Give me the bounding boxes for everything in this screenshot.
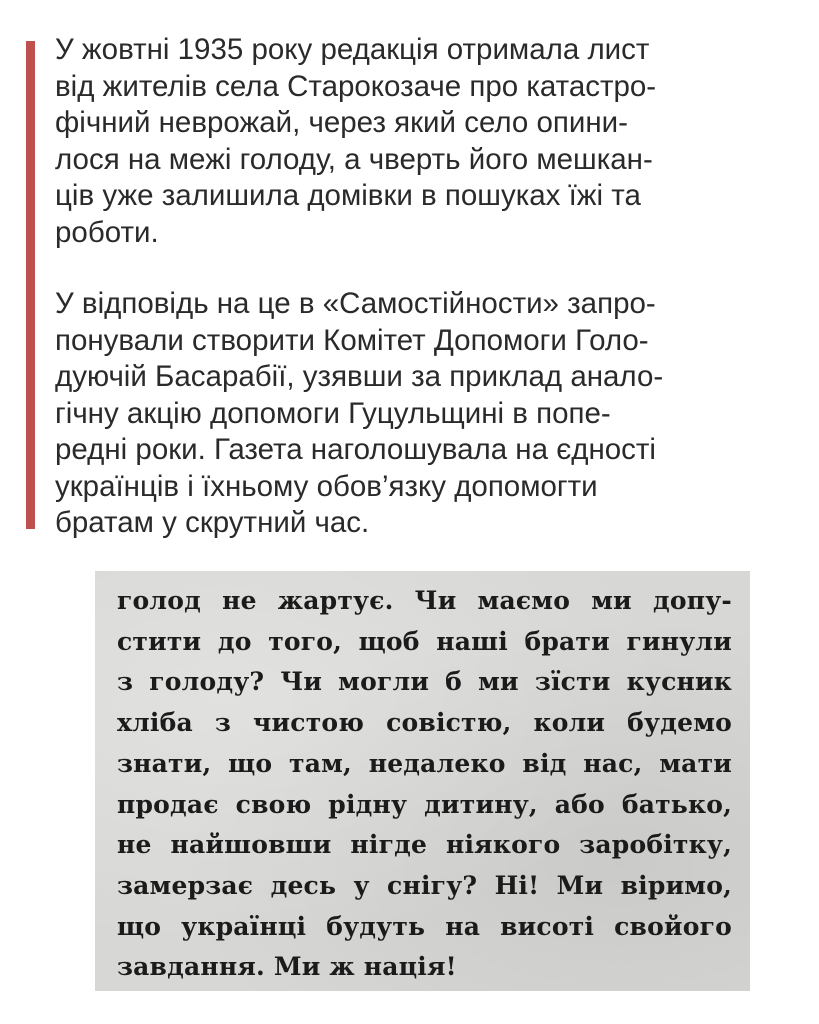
paragraph-2 [55,286,800,542]
text-line: У відповідь на це в «Самостійности» запро- [55,287,656,320]
text-line: понували створити Комітет Допомоги Голо- [55,323,649,357]
text-line: дуючій Басарабії, узявши за приклад анало- [55,360,664,393]
text-line: фічний неврожай, через який село опини- [55,106,628,139]
text-line: роботи. [55,215,159,249]
newspaper-clipping-image [95,571,750,991]
clipping-line: не найшовши нігде ніякого заробітку, [117,830,732,860]
text-line: від жителів села Старокозаче про катастро- [55,69,657,103]
quote-accent-bar [26,41,35,529]
text-line: українців і їхньому обов’язку допомогти [55,469,598,503]
clipping-line: стити до того, щоб наші брати гинули [117,626,732,656]
paragraph-1 [55,32,800,251]
clipping-line: що українці будуть на висоті свойого [117,911,732,941]
text-line: гічну акцію допомоги Гуцульщині в попе- [55,396,611,430]
clipping-line: хліба з чистою совістю, коли будемо [117,708,732,738]
text-line: братам у скрутний час. [55,506,370,539]
clipping-line: замерзає десь у снігу? Ні! Ми віримо, [117,870,732,900]
text-line: У жовтні 1935 року редакція отримала лист [55,33,650,66]
clipping-line: продає свою рідну дитину, або батько, [117,789,732,819]
clipping-line: завдання. Ми ж нація! [117,952,457,982]
article-text [55,32,800,542]
text-line: редні роки. Газета наголошувала на єдності [55,433,656,466]
text-line: лося на межі голоду, а чверть його мешкан- [55,142,653,176]
clipping-line: голод не жартує. Чи маємо ми допу- [117,586,732,615]
clipping-line: знати, що там, недалеко від нас, мати [117,748,732,778]
text-line: ців уже залишила домівки в пошуках їжі та [55,179,641,212]
clipping-line: з голоду? Чи могли б ми зїсти кусник [117,667,732,697]
paragraph-spacer [55,251,800,286]
